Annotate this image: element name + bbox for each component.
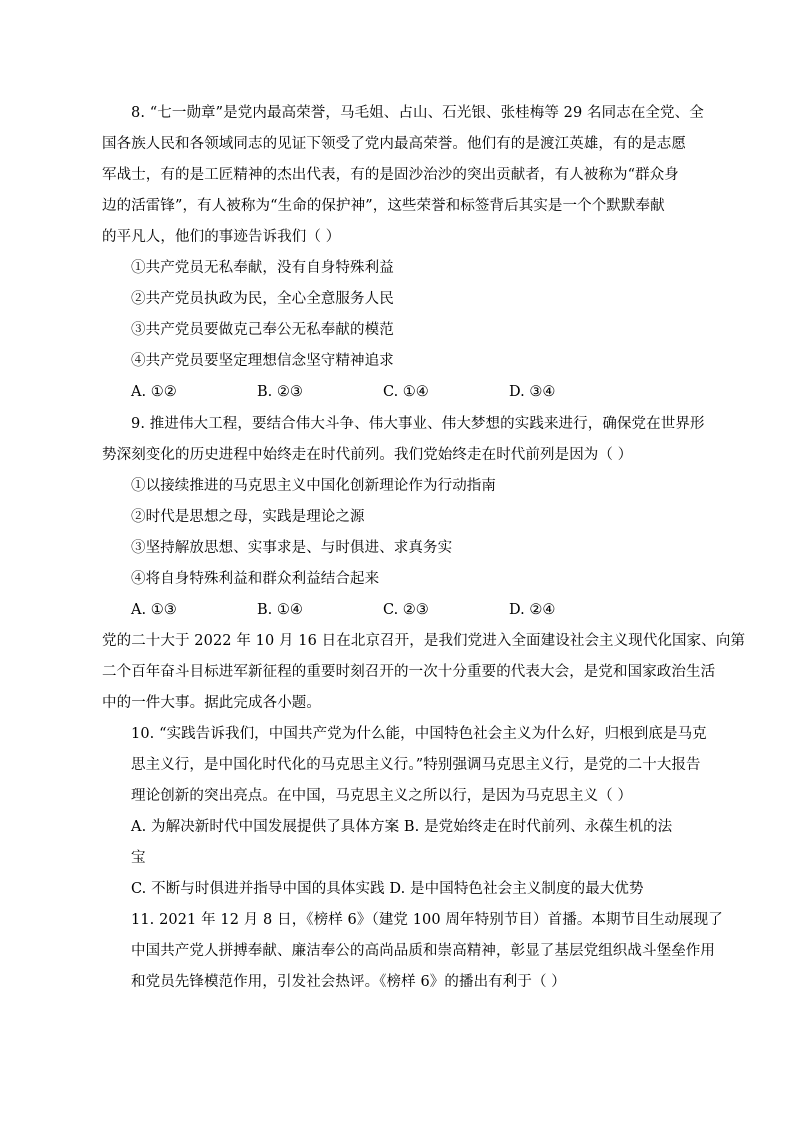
q11-stem-line-3: 和党员先锋模范作用，引发社会热评。《榜样 6》的播出有利于（ ） bbox=[131, 974, 566, 990]
q9-option-a: A. ①③ bbox=[131, 602, 177, 618]
q8-option-a: A. ①② bbox=[131, 384, 177, 400]
q9-item-3: ③坚持解放思想、实事求是、与时俱进、求真务实 bbox=[131, 540, 453, 556]
q9-item-4: ④将自身特殊利益和群众利益结合起来 bbox=[131, 571, 380, 587]
q9-item-1: ①以接续推进的马克思主义中国化创新理论作为行动指南 bbox=[131, 478, 496, 494]
q9-option-d: D. ②④ bbox=[509, 602, 556, 618]
q10-options-line-2: 宝 bbox=[131, 850, 146, 866]
intro-line-3: 中的一件大事。据此完成各小题。 bbox=[102, 695, 321, 711]
q9-option-c: C. ②③ bbox=[383, 602, 429, 618]
q8-item-1: ①共产党员无私奉献，没有自身特殊利益 bbox=[131, 260, 394, 276]
q9-stem-line-2: 势深刻变化的历史进程中始终走在时代前列。我们党始终走在时代前列是因为（ ） bbox=[102, 447, 633, 463]
q11-stem-line-1: 11. 2021 年 12 月 8 日，《榜样 6》（建党 100 周年特别节目）首播。本期节目生动展现了 bbox=[131, 912, 723, 928]
q10-stem-line-2: 思主义行，是中国化时代化的马克思主义行。”特别强调马克思主义行，是党的二十大报告 bbox=[131, 757, 701, 773]
q9-item-2: ②时代是思想之母，实践是理论之源 bbox=[131, 509, 365, 525]
q9-stem-line-1: 9. 推进伟大工程，要结合伟大斗争、伟大事业、伟大梦想的实践来进行，确保党在世界形 bbox=[131, 416, 705, 432]
q8-stem-line-2: 国各族人民和各领域同志的见证下领受了党内最高荣誉。他们有的是渡江英雄，有的是志愿 bbox=[102, 136, 686, 152]
q8-stem-line-3: 军战士，有的是工匠精神的杰出代表，有的是固沙治沙的突出贡献者，有人被称为“群众身 bbox=[102, 167, 679, 183]
intro-line-2: 二个百年奋斗目标进军新征程的重要时刻召开的一次十分重要的代表大会，是党和国家政治生活 bbox=[102, 664, 716, 680]
q8-option-b: B. ②③ bbox=[257, 384, 303, 400]
q8-stem-line-5: 的平凡人，他们的事迹告诉我们（ ） bbox=[102, 229, 341, 245]
q8-item-3: ③共产党员要做克己奉公无私奉献的模范 bbox=[131, 322, 394, 338]
q8-item-2: ②共产党员执政为民，全心全意服务人民 bbox=[131, 291, 394, 307]
q10-options-line-3: C. 不断与时俱进并指导中国的具体实践 D. 是中国特色社会主义制度的最大优势 bbox=[131, 881, 644, 897]
q8-item-4: ④共产党员要坚定理想信念坚守精神追求 bbox=[131, 353, 394, 369]
q8-option-d: D. ③④ bbox=[509, 384, 556, 400]
q9-option-b: B. ①④ bbox=[257, 602, 303, 618]
q11-stem-line-2: 中国共产党人拼搏奉献、廉洁奉公的高尚品质和崇高精神，彰显了基层党组织战斗堡垒作用 bbox=[131, 943, 715, 959]
q10-stem-line-1: 10. “实践告诉我们，中国共产党为什么能，中国特色社会主义为什么好，归根到底是马克 bbox=[131, 726, 707, 742]
intro-line-1: 党的二十大于 2022 年 10 月 16 日在北京召开，是我们党进入全面建设社会主义现代化国家、向第 bbox=[102, 633, 746, 649]
q8-stem-line-1: 8. “七一勋章”是党内最高荣誉，马毛姐、占山、石光银、张桂梅等 29 名同志在全党、全 bbox=[131, 105, 704, 121]
q10-options-line-1: A. 为解决新时代中国发展提供了具体方案 B. 是党始终走在时代前列、永葆生机的法 bbox=[131, 819, 673, 835]
q10-stem-line-3: 理论创新的突出亮点。在中国，马克思主义之所以行，是因为马克思主义（ ） bbox=[131, 788, 633, 804]
q8-stem-line-4: 边的活雷锋”，有人被称为“生命的保护神”，这些荣誉和标签背后其实是一个个默默奉献 bbox=[102, 198, 665, 214]
q8-option-c: C. ①④ bbox=[383, 384, 429, 400]
